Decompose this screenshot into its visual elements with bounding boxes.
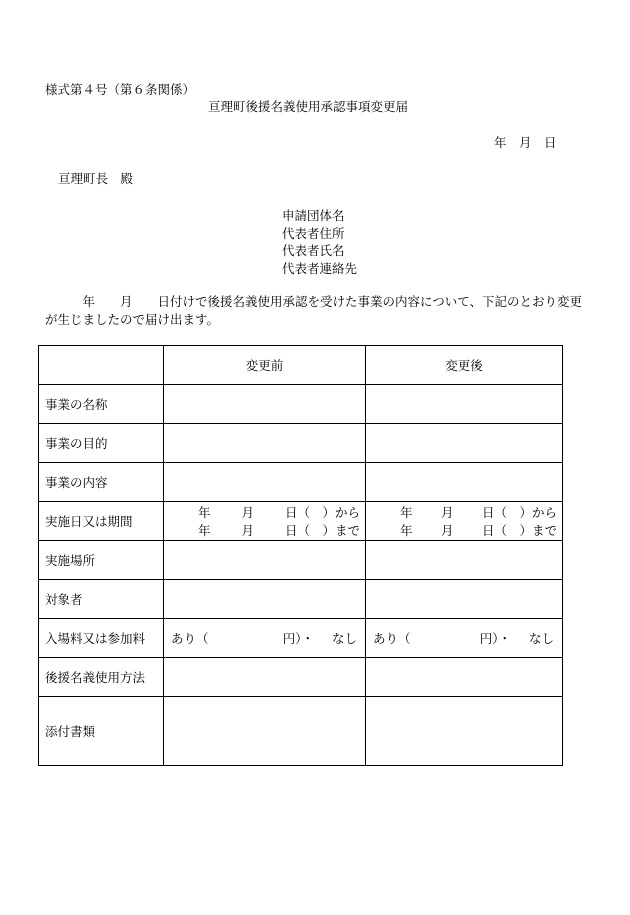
row-label-fee: 入場料又は参加料 <box>39 619 164 658</box>
day-from-label: 日（ ）から <box>481 505 557 520</box>
month-label: 月 <box>241 523 254 538</box>
fee-yes-label: あり（ <box>373 631 411 646</box>
header-blank-cell <box>39 346 164 385</box>
row-label-event-purpose: 事業の目的 <box>39 424 164 463</box>
row-label-target-audience: 対象者 <box>39 580 164 619</box>
body-text: 年 月 日付けで後援名義使用承認を受けた事業の内容について、下記のとおり変更が生じましたので届け出ます。 <box>45 294 583 327</box>
event-name-after[interactable] <box>366 385 563 424</box>
fee-no-label: なし <box>331 631 357 646</box>
event-period-before[interactable] <box>164 502 366 541</box>
day-to-label: 日（ ）まで <box>284 523 360 538</box>
row-label-attachments: 添付書類 <box>39 697 164 766</box>
table-row <box>39 424 563 463</box>
target-audience-before[interactable] <box>164 580 366 619</box>
table-row <box>39 697 563 766</box>
form-number: 様式第４号（第６条関係） <box>45 82 196 97</box>
event-name-before[interactable] <box>164 385 366 424</box>
period-from-line <box>366 503 562 521</box>
fee-after[interactable] <box>366 619 563 658</box>
change-table <box>38 345 563 766</box>
event-content-before[interactable] <box>164 463 366 502</box>
row-label-event-period: 実施日又は期間 <box>39 502 164 541</box>
month-label: 月 <box>440 505 454 520</box>
event-purpose-after[interactable] <box>366 424 563 463</box>
year-label: 年 <box>400 505 413 520</box>
year-label: 年 <box>198 505 211 520</box>
addressee: 亘理町長 殿 <box>58 171 134 186</box>
event-period-after[interactable] <box>366 502 563 541</box>
period-to-line <box>366 521 562 539</box>
table-row <box>39 619 563 658</box>
header-before: 変更前 <box>164 346 366 385</box>
table-row <box>39 502 563 541</box>
month-label: 月 <box>241 505 254 520</box>
date-line: 年 月 日 <box>494 135 557 150</box>
year-label: 年 <box>400 523 413 538</box>
target-audience-after[interactable] <box>366 580 563 619</box>
day-to-label: 日（ ）まで <box>481 523 557 538</box>
venue-before[interactable] <box>164 541 366 580</box>
fee-yen-label: 円）・ <box>282 631 314 646</box>
year-label: 年 <box>198 523 211 538</box>
table-row <box>39 580 563 619</box>
header-after: 変更後 <box>366 346 563 385</box>
attachments-before[interactable] <box>164 697 366 766</box>
fee-yen-label: 円）・ <box>479 631 511 646</box>
table-row <box>39 658 563 697</box>
row-label-event-content: 事業の内容 <box>39 463 164 502</box>
table-row <box>39 463 563 502</box>
sponsorship-usage-before[interactable] <box>164 658 366 697</box>
applicant-address-label: 代表者住所 <box>282 225 345 241</box>
applicant-info-block <box>282 207 357 277</box>
table-row <box>39 385 563 424</box>
day-from-label: 日（ ）から <box>284 505 360 520</box>
event-content-after[interactable] <box>366 463 563 502</box>
event-purpose-before[interactable] <box>164 424 366 463</box>
row-label-sponsorship-usage: 後援名義使用方法 <box>39 658 164 697</box>
venue-after[interactable] <box>366 541 563 580</box>
month-label: 月 <box>440 523 454 538</box>
applicant-name-label: 代表者氏名 <box>282 243 345 258</box>
fee-yes-label: あり（ <box>171 631 209 646</box>
applicant-contact-label: 代表者連絡先 <box>282 260 358 276</box>
attachments-after[interactable] <box>366 697 563 766</box>
table-row <box>39 541 563 580</box>
period-to-line <box>164 521 365 539</box>
applicant-org-label: 申請団体名 <box>282 208 345 223</box>
table-header-row <box>39 346 563 385</box>
sponsorship-usage-after[interactable] <box>366 658 563 697</box>
document-title: 亘理町後援名義使用承認事項変更届 <box>208 99 409 114</box>
fee-before[interactable] <box>164 619 366 658</box>
row-label-event-name: 事業の名称 <box>39 385 164 424</box>
row-label-venue: 実施場所 <box>39 541 164 580</box>
period-from-line <box>164 503 365 521</box>
fee-no-label: なし <box>528 631 554 646</box>
